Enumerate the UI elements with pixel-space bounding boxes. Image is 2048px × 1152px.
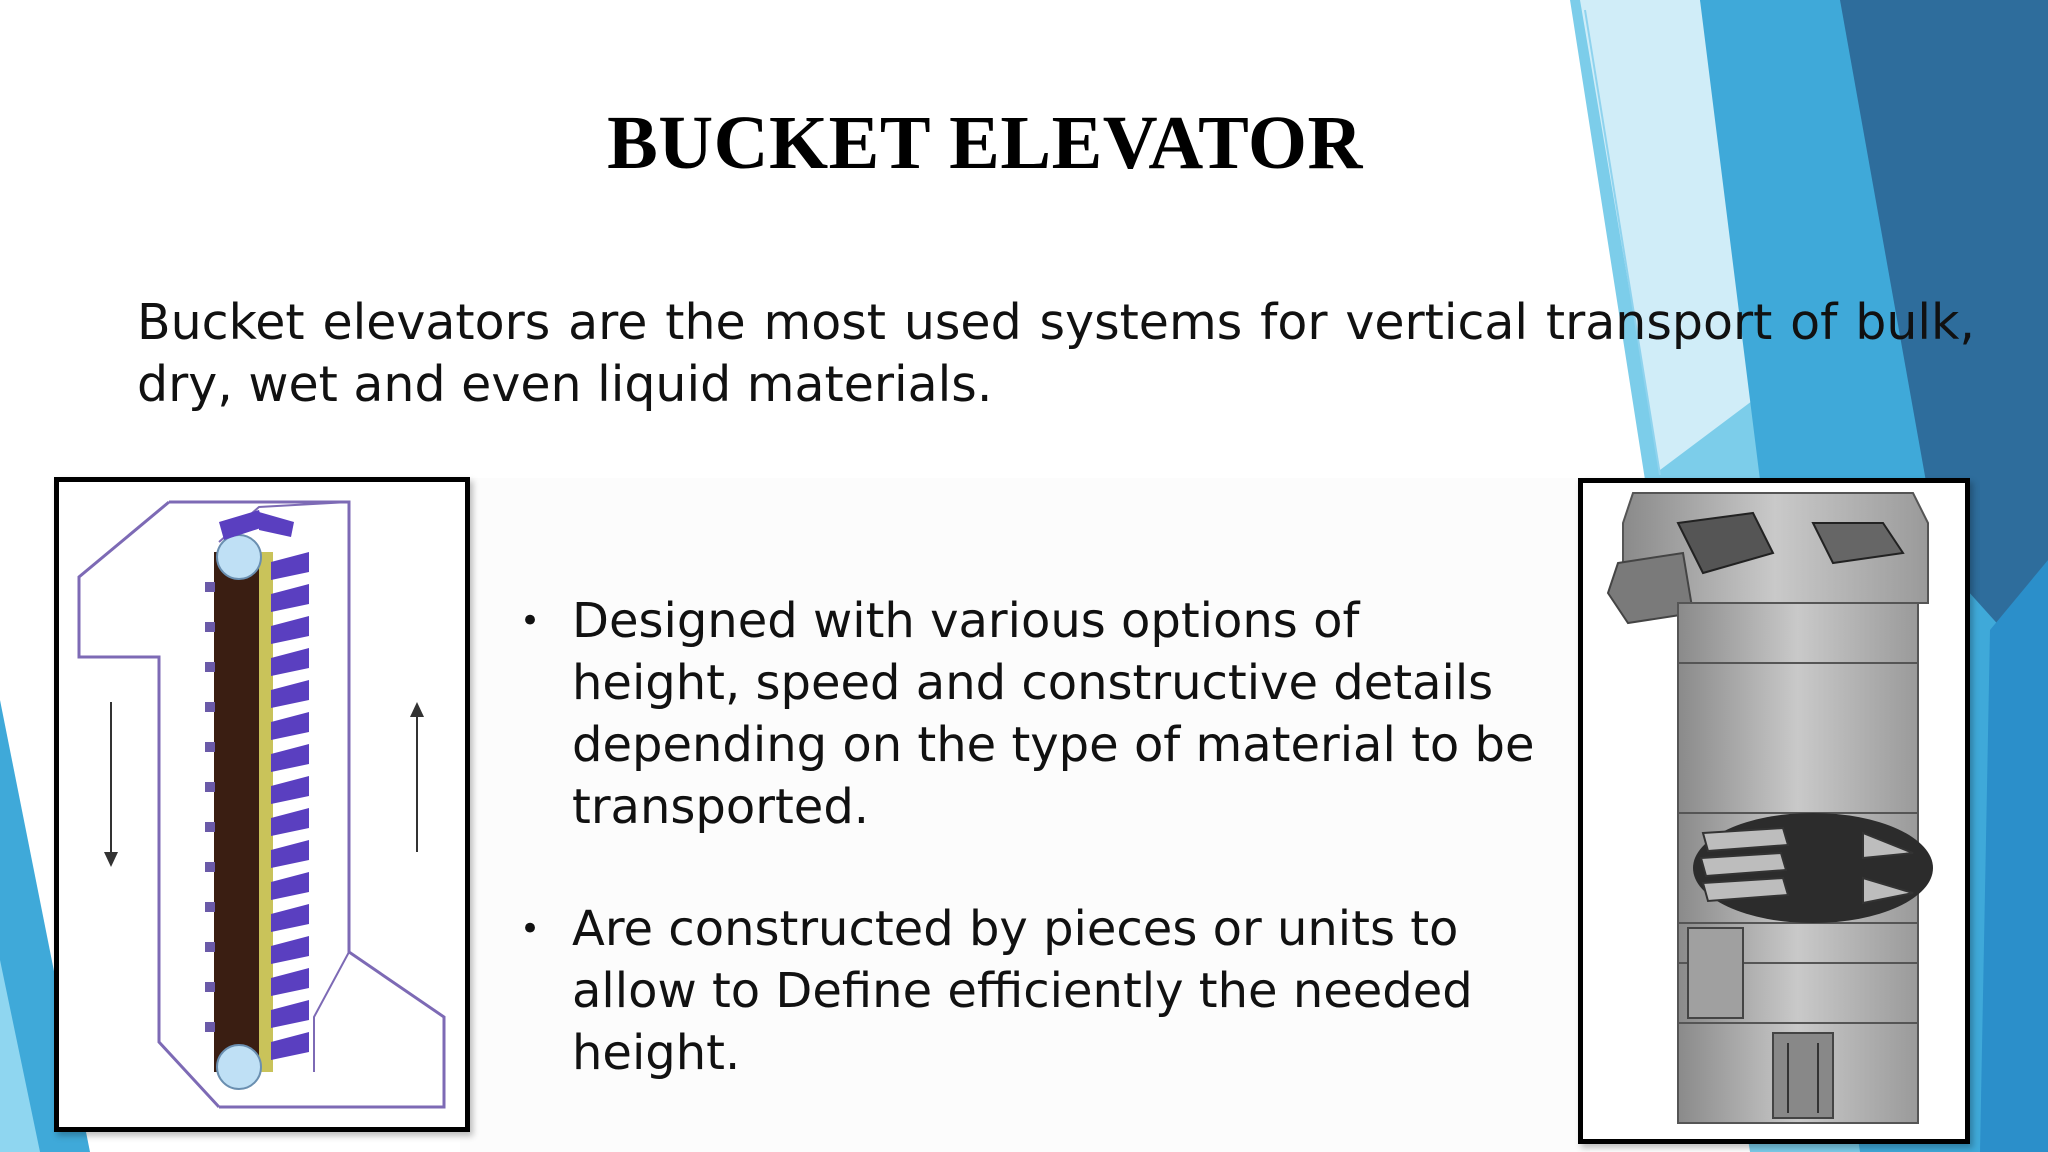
elevator-diagram-icon bbox=[59, 482, 465, 1127]
bg-shape-deep bbox=[1980, 560, 2048, 1152]
bullet-marker: • bbox=[520, 909, 541, 949]
elevator-photo-icon bbox=[1583, 483, 1965, 1139]
bullet-list bbox=[520, 590, 1540, 1144]
slide-title: BUCKET ELEVATOR bbox=[607, 101, 1363, 185]
bucket-elevator-photo bbox=[1578, 478, 1970, 1144]
bullet-item bbox=[520, 898, 1540, 1084]
bullet-text: Designed with various options of height, speed and constructive details depending on the type of material to be transported. bbox=[572, 593, 1535, 835]
bullet-text: Are constructed by pieces or units to allow to Define efficiently the needed height. bbox=[572, 901, 1473, 1081]
bullet-marker: • bbox=[520, 601, 541, 641]
bullet-item bbox=[520, 590, 1540, 838]
bucket-elevator-diagram bbox=[54, 477, 470, 1132]
intro-paragraph: Bucket elevators are the most used systems for vertical transport of bulk, dry, wet and even liquid materials. bbox=[137, 294, 1975, 413]
